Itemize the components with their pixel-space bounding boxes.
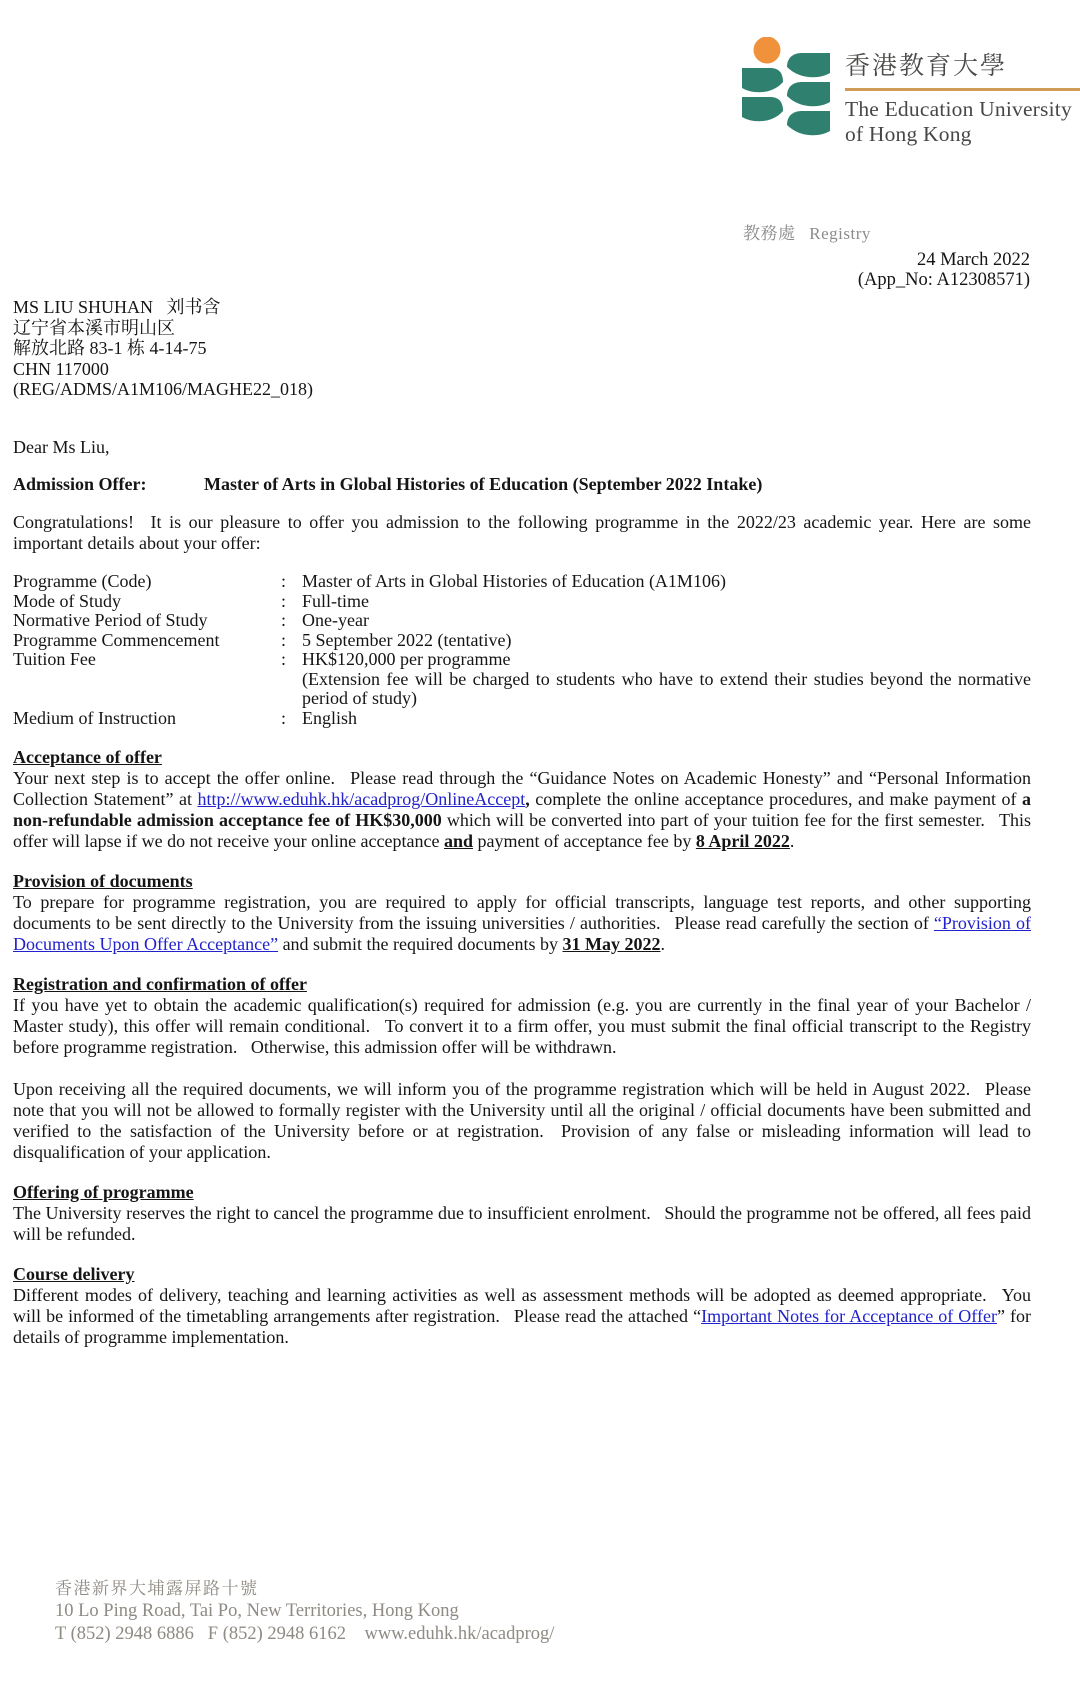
detail-value [302, 650, 1031, 709]
detail-label: Tuition Fee [13, 649, 96, 669]
section-registration-heading: Registration and confirmation of offer [13, 974, 307, 994]
letter-date: 24 March 2022 [916, 250, 1030, 270]
detail-row [13, 631, 1031, 651]
section-provision-heading: Provision of documents [13, 871, 193, 891]
address-line: 辽宁省本溪市明山区 [13, 317, 175, 338]
acceptance-and-bold: and [443, 831, 474, 851]
detail-separator: : [281, 629, 287, 650]
detail-label: Normative Period of Study [13, 610, 208, 630]
subject-line [13, 474, 1031, 495]
footer-address-zh: 香港新界大埔露屏路十號 [55, 1579, 259, 1598]
detail-separator: : [281, 649, 287, 669]
detail-note: (Extension fee will be charged to students who have to extend their studies beyond the normative period of study) [302, 668, 1031, 708]
eduhk-logo-icon [742, 37, 830, 143]
salutation: Dear Ms Liu, [13, 437, 110, 457]
detail-value: One-year [302, 610, 369, 630]
detail-label: Mode of Study [13, 590, 121, 611]
section-acceptance-heading: Acceptance of offer [13, 747, 162, 767]
provision-text: To prepare for programme registration, you are required to apply for official transcripts, language test reports, and other supporting documents to be sent directly to the University from the issuing universities / authorities. Please read carefully the section of [13, 892, 1031, 933]
section-acceptance-paragraph [13, 768, 1031, 852]
letter-footer [55, 1577, 554, 1646]
university-brand [845, 52, 1080, 147]
intro-paragraph: Congratulations! It is our pleasure to offer you admission to the following programme in the 2022/23 academic year. Here are some important details about your offer: [13, 512, 1031, 553]
address-line: CHN 117000 [13, 358, 109, 379]
detail-row [13, 709, 1031, 729]
detail-row [13, 592, 1031, 612]
acceptance-text: . [789, 831, 795, 851]
address-line: 解放北路 83-1 栋 4-14-75 [13, 338, 207, 358]
detail-value: 5 September 2022 (tentative) [302, 629, 512, 650]
programme-details [13, 572, 1031, 728]
logo-sun-icon [754, 37, 781, 64]
logo-leaves-icon [742, 53, 830, 135]
reference-line: (REG/ADMS/A1M106/MAGHE22_018) [13, 379, 314, 399]
provision-documents-link[interactable]: “Provision of Documents Upon Offer Acceptance” [13, 913, 1031, 954]
provision-deadline: 31 May 2022 [562, 934, 661, 954]
registration-paragraph-1: If you have yet to obtain the academic qualification(s) required for admission (e.g. you are currently in the final year of your Bachelor / Master study), this offer will remain conditional. To convert it to a firm offer, you must submit the final official transcript to the Registry before programme registration. Otherwise, this admission offer will be withdrawn. [13, 995, 1031, 1057]
acceptance-text: Your next step is to accept the offer online. Please read through the “Guidance Notes on Academic Honesty” and “Personal Information Collection Statement” at [13, 768, 1031, 809]
detail-separator: : [281, 571, 287, 591]
brand-name-en-line2: of Hong Kong [845, 122, 972, 146]
section-provision-paragraph [13, 892, 1031, 955]
offering-paragraph: The University reserves the right to cancel the programme due to insufficient enrolment. Should the programme not be offered, all fees paid will be refunded. [13, 1203, 1031, 1244]
detail-separator: : [281, 610, 287, 630]
detail-separator: : [281, 590, 287, 611]
detail-value: Master of Arts in Global Histories of Education (A1M106) [302, 571, 726, 591]
course-text: Different modes of delivery, teaching and learning activities as well as assessment methods will be adopted as deemed appropriate. You will be informed of the timetabling arrangements after registration. Please read the attached “ [13, 1285, 1031, 1326]
detail-row [13, 611, 1031, 631]
online-accept-link[interactable]: http://www.eduhk.hk/acadprog/OnlineAccept [197, 789, 526, 809]
footer-contact: T (852) 2948 6886 F (852) 2948 6162 www.eduhk.hk/acadprog/ [55, 1624, 555, 1644]
detail-label: Programme (Code) [13, 571, 152, 591]
detail-row [13, 650, 1031, 709]
acceptance-deadline: 8 April 2022 [695, 831, 790, 851]
detail-label: Medium of Instruction [13, 707, 176, 728]
acceptance-text: complete the online acceptance procedures, and make payment of [529, 789, 1022, 809]
detail-value: English [302, 707, 358, 728]
important-notes-link[interactable]: Important Notes for Acceptance of Offer [701, 1306, 997, 1326]
provision-text: and submit the required documents by [278, 934, 563, 954]
detail-label: Programme Commencement [13, 629, 220, 650]
course-paragraph [13, 1285, 1031, 1348]
section-course-heading: Course delivery [13, 1264, 135, 1284]
registration-paragraph-2: Upon receiving all the required documents, we will inform you of the programme registration which will be held in August 2022. Please note that you will not be allowed to formally register with the University until all the original / official documents have been submitted and verified to the satisfaction of the University before or at registration. Provision of any false or misleading information will lead to disqualification of your application. [13, 1079, 1031, 1162]
brand-name-en-line1: The Education University [845, 97, 1072, 121]
acceptance-text: which will be converted into part of your tuition fee for the first semester. This offer will lapse if we do not receive your online acceptance [13, 810, 1031, 851]
letter-body [13, 437, 1031, 1348]
application-number: (App_No: A12308571) [857, 270, 1030, 290]
acceptance-fee-bold: a non-refundable admission acceptance fee of HK$30,000 [13, 789, 1031, 830]
recipient-address [13, 297, 313, 400]
course-text: ” for details of programme implementation. [13, 1306, 1031, 1347]
subject-title: Master of Arts in Global Histories of Education (September 2022 Intake) [204, 474, 763, 494]
footer-address-en: 10 Lo Ping Road, Tai Po, New Territories, Hong Kong [55, 1601, 459, 1621]
detail-row [13, 572, 1031, 592]
section-offering-heading: Offering of programme [13, 1182, 194, 1202]
provision-text: . [660, 934, 666, 954]
detail-value: Full-time [302, 590, 369, 611]
brand-name-zh: 香港教育大學 [845, 52, 1080, 91]
acceptance-comma: , [525, 789, 530, 809]
detail-value-main: HK$120,000 per programme [302, 649, 511, 669]
subject-label: Admission Offer: [13, 474, 147, 494]
acceptance-text: payment of acceptance fee by [473, 831, 696, 851]
registry-label: 教務處 Registry [743, 224, 871, 243]
detail-separator: : [281, 707, 287, 728]
date-block [858, 250, 1030, 290]
address-line: MS LIU SHUHAN 刘书含 [13, 297, 221, 317]
